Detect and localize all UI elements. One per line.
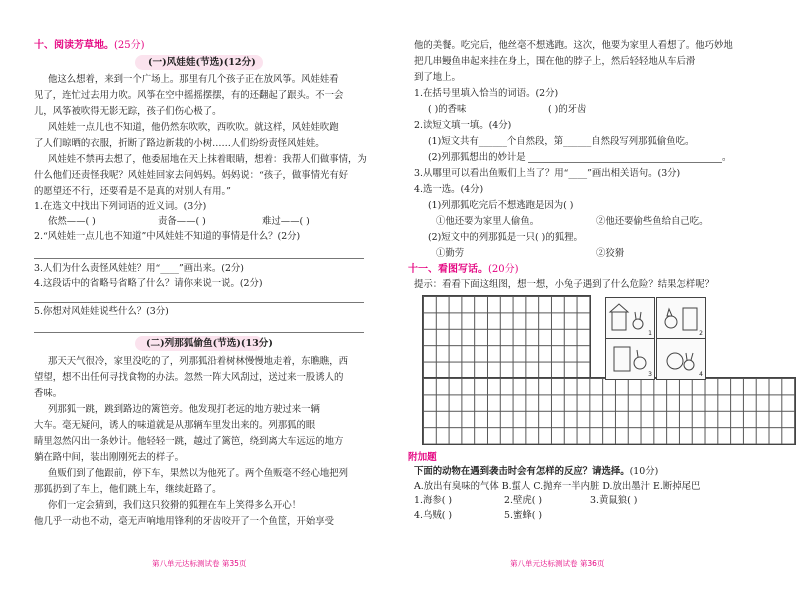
synonym-1: 依然——( ) bbox=[48, 216, 96, 227]
r-q2-l1c: 自然段写列那狐偷鱼吃。 bbox=[591, 136, 695, 147]
r-q2-line-1: (1)短文共有______个自然段，第______自然段写列那狐偷鱼吃。 bbox=[428, 136, 695, 147]
section-10-points: (25分) bbox=[114, 40, 145, 51]
section-11-label: 十一、看图写话。 bbox=[408, 264, 488, 275]
fill-2-text: 的牙齿 bbox=[558, 104, 587, 115]
bonus-options: A.放出有臭味的气体 B.蜇人 C.抛弃一半内脏 D.放出墨汁 E.断掉尾巴 bbox=[414, 481, 701, 492]
fill-1[interactable]: ( )的香味 bbox=[428, 104, 467, 115]
bonus-title: 附加题 bbox=[408, 452, 437, 463]
section-11-points: (20分) bbox=[488, 264, 519, 275]
left-footer: 第八单元达标测试卷 第35页 bbox=[152, 559, 247, 568]
picture-number-3: 3 bbox=[648, 371, 652, 378]
bonus-question bbox=[414, 466, 658, 478]
r-q4-line-1: (1)列那狐吃完后不想逃跑是因为( ) bbox=[428, 200, 574, 211]
p2-line-7: 躺在路中间，装出刚刚死去的样子。 bbox=[34, 452, 185, 463]
picture-number-1: 1 bbox=[648, 330, 652, 337]
fill-2[interactable]: ( )的牙齿 bbox=[548, 104, 587, 115]
right-footer: 第八单元达标测试卷 第36页 bbox=[510, 559, 605, 568]
synonym-1-word: 依然 bbox=[48, 216, 67, 227]
p1-line-5: 了人们晾晒的衣服，折断了路边新栽的小树……人们纷纷责怪风娃娃。 bbox=[34, 138, 325, 149]
l-question-1: 1.在选文中找出下列词语的近义词。(3分) bbox=[34, 201, 207, 212]
bonus-item-2[interactable]: 2.壁虎( ) bbox=[504, 495, 542, 506]
picture-panel-3 bbox=[605, 338, 655, 380]
cont-line-2: 把几串鳗鱼串起来挂在身上，围在他的脖子上，然后轻轻地从车后滑 bbox=[414, 56, 696, 67]
bonus-item-4[interactable]: 4.乌贼( ) bbox=[414, 510, 452, 521]
bonus-points: (10分) bbox=[629, 466, 659, 477]
cont-line-3: 到了地上。 bbox=[414, 72, 461, 83]
section-10-label: 十、阅读芳草地。 bbox=[34, 40, 114, 51]
passage-1-title: (一)风娃娃(节选)(12分) bbox=[148, 57, 256, 68]
l-question-5: 5.你想对风娃娃说些什么？(3分) bbox=[34, 306, 169, 317]
r-q2-l1a: (1)短文共有 bbox=[428, 136, 479, 147]
p2-line-8: 鱼贩们到了他跟前，停下车，果然以为他死了。两个鱼贩毫不经心地把列 bbox=[48, 468, 349, 479]
bonus-item-5[interactable]: 5.蜜蜂( ) bbox=[504, 510, 542, 521]
answer-line[interactable] bbox=[34, 332, 364, 333]
picture-panel-1 bbox=[605, 297, 655, 339]
picture-number-2: 2 bbox=[699, 330, 703, 337]
p1-line-8: 的愿望还不行，还要看是不是真的对别人有用。” bbox=[34, 186, 231, 197]
p1-line-6: 风娃娃不禁再去想了，他委屈地在天上抹着眼睛，想着：我帮人们做事情，为 bbox=[48, 154, 367, 165]
synonym-2: 责备——( ) bbox=[158, 216, 206, 227]
answer-line[interactable] bbox=[34, 302, 364, 303]
writing-grid-bottom[interactable] bbox=[422, 377, 796, 445]
p2-line-3: 香味。 bbox=[34, 388, 63, 399]
fill-1-text: 的香味 bbox=[438, 104, 467, 115]
p2-line-2: 望望，想不出任何寻找食物的办法。忽然一阵大风刮过，送过来一股诱人的 bbox=[34, 372, 344, 383]
r-question-2: 2.读短文填一填。(4分) bbox=[414, 120, 512, 131]
synonym-3-word: 难过 bbox=[262, 216, 281, 227]
answer-line[interactable] bbox=[528, 162, 722, 163]
picture-panel-4 bbox=[656, 338, 706, 380]
bonus-item-3[interactable]: 3.黄鼠狼( ) bbox=[590, 495, 638, 506]
p2-line-4: 列那狐一跳，跳到路边的篱笆旁。他发现打老远的地方驶过来一辆 bbox=[48, 404, 320, 415]
p1-line-2: 见了，连忙过去用力吹。风筝在空中摇摇摆摆，有的还翻起了跟头。不一会 bbox=[34, 90, 344, 101]
picture-prompt: 提示：看看下面这组图，想一想，小兔子遇到了什么危险？结果怎样呢？ bbox=[414, 279, 715, 290]
p1-line-7: 什么他们还责怪我呢？风娃娃回家去问妈妈。妈妈说：“孩子，做事情光有好 bbox=[34, 170, 349, 181]
l-question-2: 2.“风娃娃一点儿也不知道”中风娃娃不知道的事情是什么？(2分) bbox=[34, 231, 301, 242]
synonym-2-word: 责备 bbox=[158, 216, 177, 227]
l-question-4: 4.这段话中的省略号省略了什么？请你来说一说。(2分) bbox=[34, 278, 263, 289]
rabbit-escape-scene-icon bbox=[657, 339, 705, 379]
p2-line-6: 睛里忽然闪出一条妙计。他轻轻一跳，越过了篱笆，绕到离大车远远的地方 bbox=[34, 436, 344, 447]
picture-number-4: 4 bbox=[699, 371, 703, 378]
picture-panel-2 bbox=[656, 297, 706, 339]
passage-2-title: (二)列那狐偷鱼(节选)(13分) bbox=[146, 338, 273, 349]
p2-line-9: 那狐扔到了车上，他们跳上车，继续赶路了。 bbox=[34, 484, 222, 495]
period-mark: 。 bbox=[722, 152, 732, 163]
p2-line-5: 大车。毫无疑问，诱人的味道就是从那辆车里发出来的。列那狐的眼 bbox=[34, 420, 316, 431]
r-question-1: 1.在括号里填入恰当的词语。(2分) bbox=[414, 88, 559, 99]
p1-line-3: 儿，风筝被吹得无影无踪，孩子们伤心极了。 bbox=[34, 106, 222, 117]
synonym-3: 难过——( ) bbox=[262, 216, 310, 227]
l-question-3: 3.人们为什么责怪风娃娃？用“____”画出来。(2分) bbox=[34, 263, 244, 274]
r-q2-l1b: 个自然段，第 bbox=[506, 136, 564, 147]
p1-line-1: 他这么想着，来到一个广场上。那里有几个孩子正在放风筝。风娃娃看 bbox=[48, 74, 339, 85]
section-10-title bbox=[34, 40, 145, 52]
wolf-door-scene-icon bbox=[657, 298, 705, 338]
rabbit-house-scene-icon bbox=[606, 298, 654, 338]
r-q4-option-2[interactable]: ②他还要偷些鱼给自己吃。 bbox=[596, 216, 709, 227]
p2-line-11: 他几乎一动也不动，毫无声响地用锋利的牙齿咬开了一个鱼筐，开始享受 bbox=[34, 516, 335, 527]
bonus-item-1[interactable]: 1.海参( ) bbox=[414, 495, 452, 506]
r-q4-option-3[interactable]: ①勤劳 bbox=[436, 248, 465, 259]
r-q4-line-2: (2)短文中的列那狐是一只( )的狐狸。 bbox=[428, 232, 583, 243]
r-question-4: 4.选一选。(4分) bbox=[414, 184, 484, 195]
r-q4-option-4[interactable]: ②狡猾 bbox=[596, 248, 625, 259]
cont-line-1: 他的美餐。吃完后，他丝毫不想逃跑。这次，他要为家里人看想了。他巧妙地 bbox=[414, 40, 733, 51]
p2-line-10: 你们一定会猜到，我们这只狡猾的狐狸在车上笑得多么开心！ bbox=[48, 500, 302, 511]
bonus-question-text: 下面的动物在遇到袭击时会有怎样的反应？请选择。 bbox=[414, 466, 630, 477]
p1-line-4: 风娃娃一点儿也不知道，他仍然东吹吹，西吹吹。就这样，风娃娃吹跑 bbox=[48, 122, 339, 133]
section-11-title bbox=[408, 264, 519, 276]
r-q4-option-1[interactable]: ①他还要为家里人偷鱼。 bbox=[436, 216, 540, 227]
answer-line[interactable] bbox=[34, 258, 364, 259]
right-page bbox=[400, 0, 800, 599]
rabbit-hiding-scene-icon bbox=[606, 339, 654, 379]
p2-line-1: 那天天气很冷，家里没吃的了，列那狐沿着树林慢慢地走着，东瞧瞧，西 bbox=[48, 356, 349, 367]
r-question-3: 3.从哪里可以看出鱼贩们上当了？用“____”画出相关语句。(3分) bbox=[414, 168, 681, 179]
r-q2-line-2: (2)列那狐想出的妙计是 bbox=[428, 152, 526, 163]
writing-grid-top[interactable] bbox=[422, 295, 591, 379]
